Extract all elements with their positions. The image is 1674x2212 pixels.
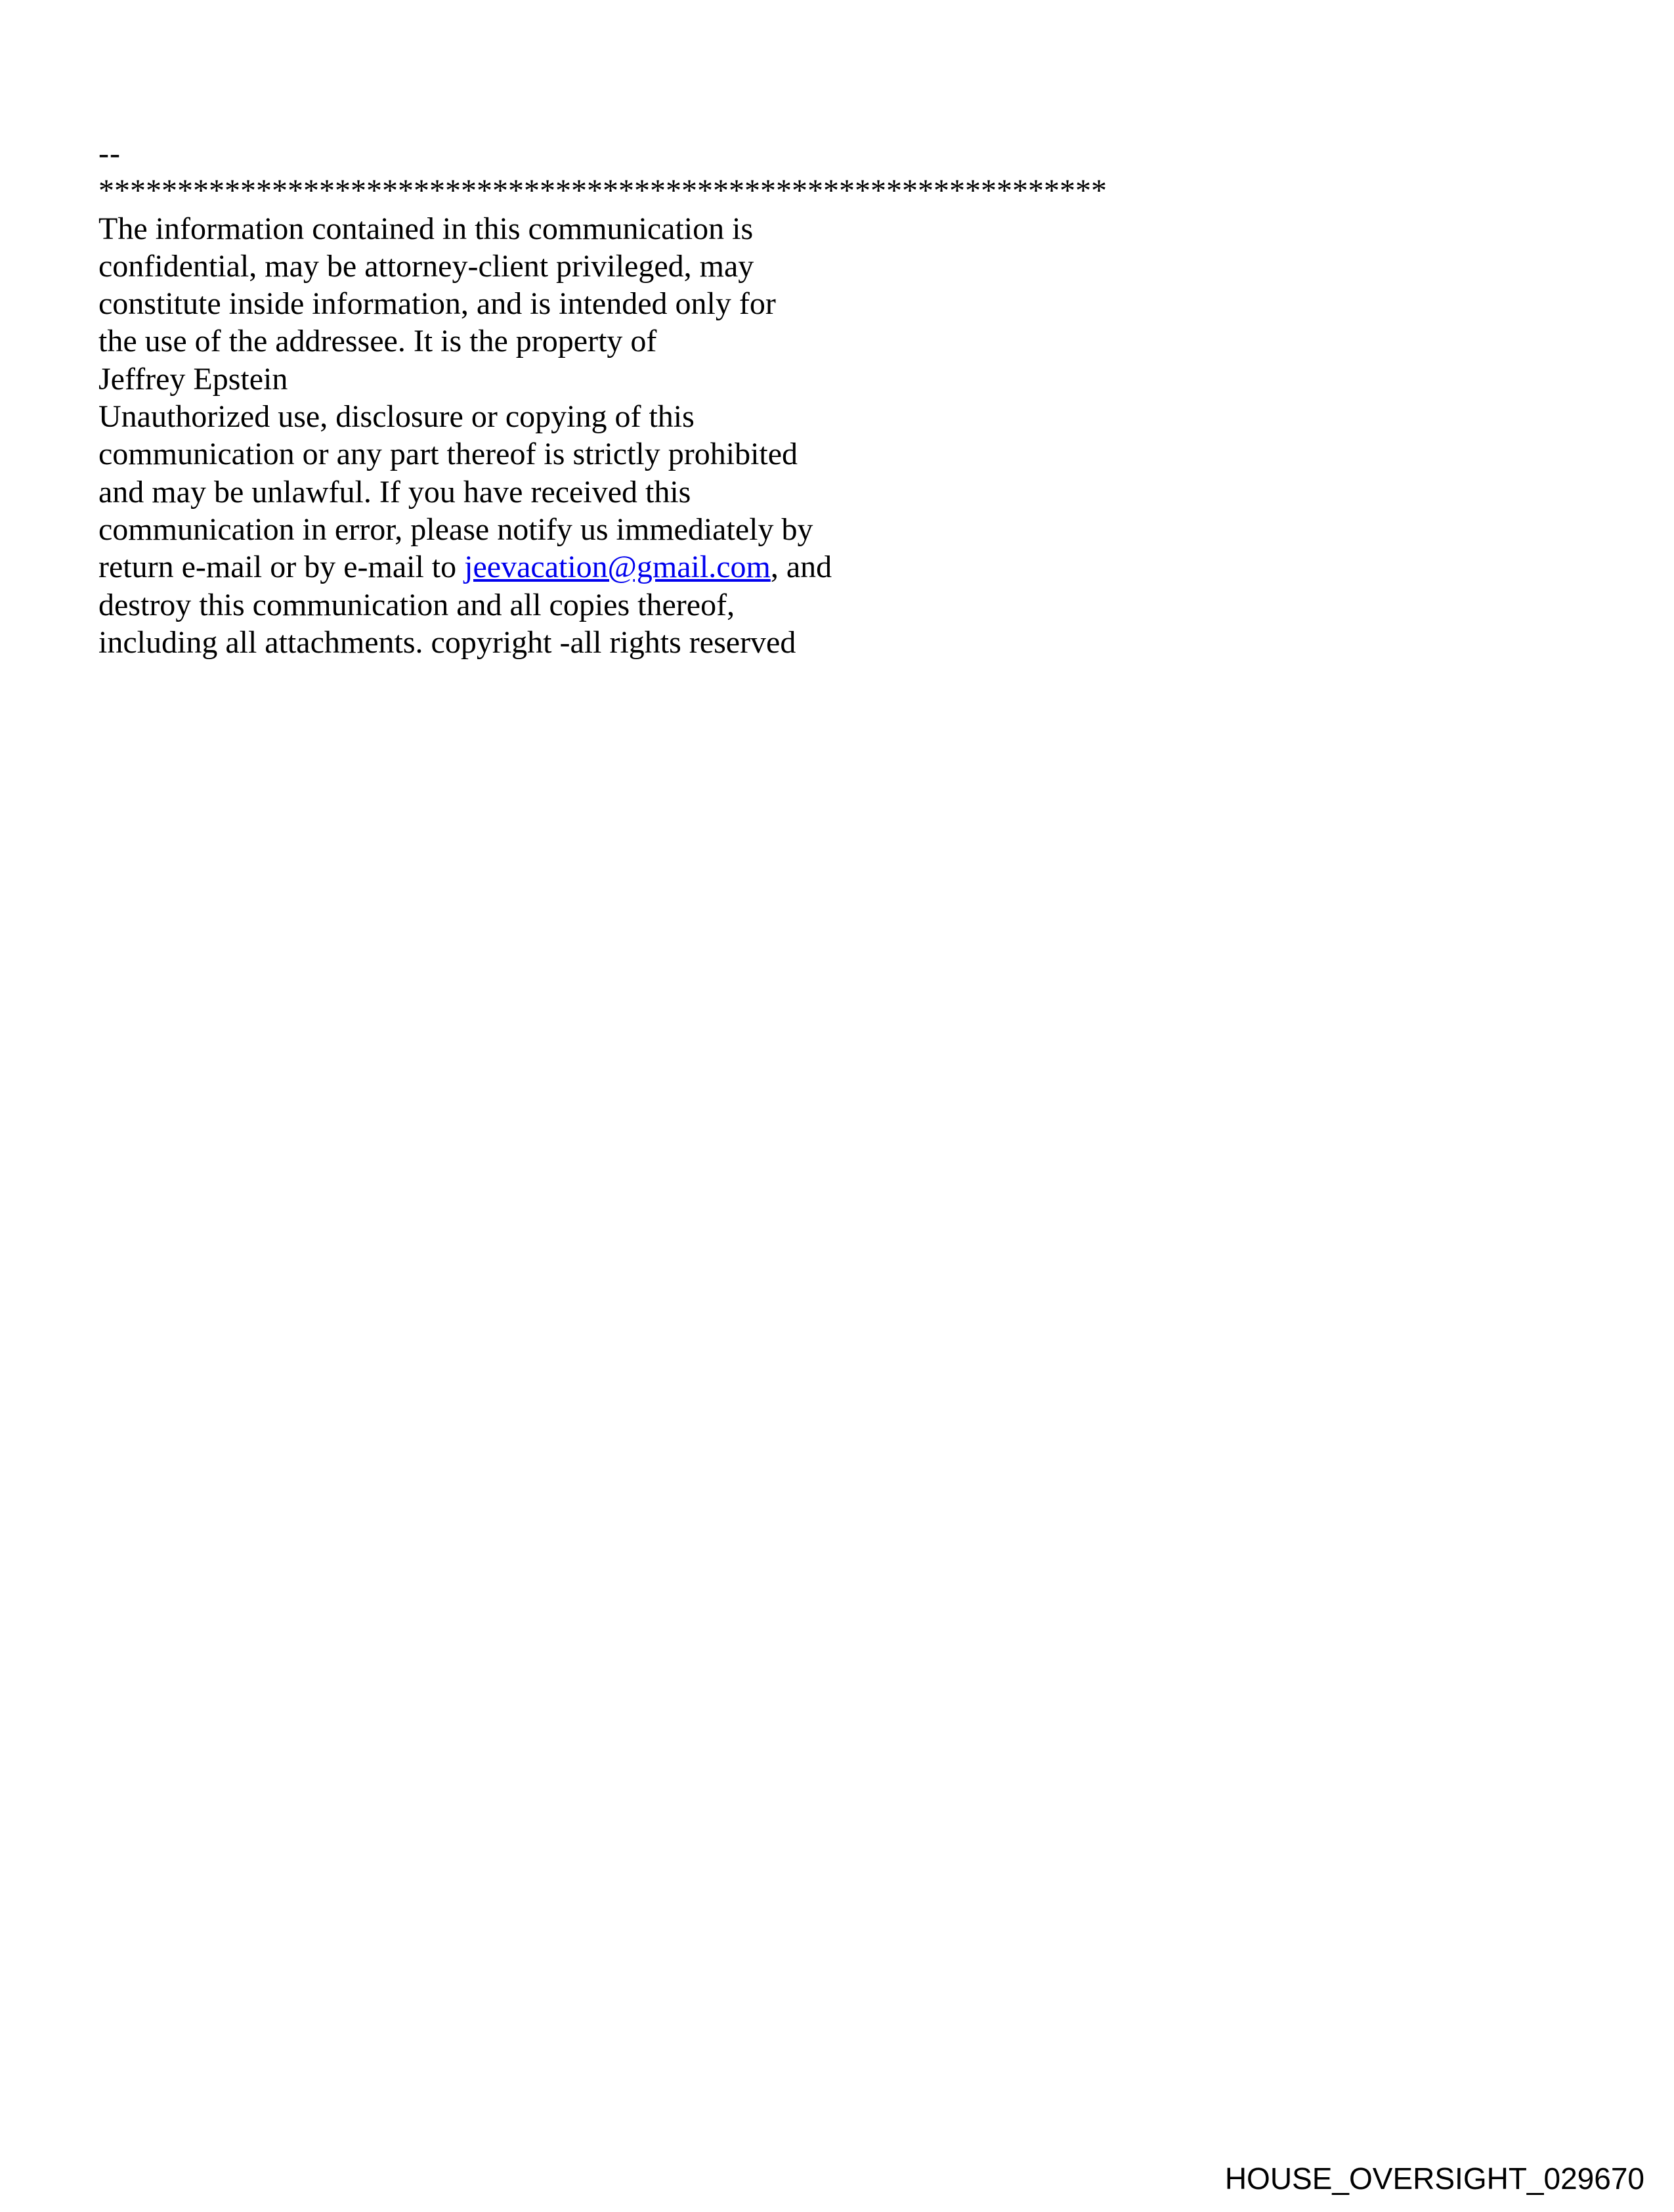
signature-separator: -- [98, 136, 121, 171]
bates-number: HOUSE_OVERSIGHT_029670 [1224, 2161, 1644, 2196]
disclaimer-line: and may be unlawful. If you have received this [98, 474, 691, 510]
disclaimer-line: Unauthorized use, disclosure or copying of this [98, 399, 695, 435]
disclaimer-line: The information contained in this communication is [98, 211, 754, 246]
disclaimer-line: destroy this communication and all copies thereof, [98, 587, 735, 622]
email-link[interactable]: jeevacation@gmail.com [464, 550, 771, 585]
disclaimer-line: communication or any part thereof is strictly prohibited [98, 437, 798, 472]
asterisk-rule: **************************************************************** [98, 173, 1107, 209]
disclaimer-line: communication in error, please notify us immediately by [98, 511, 813, 547]
disclaimer-line: constitute inside information, and is intended only for [98, 286, 776, 322]
disclaimer-line: the use of the addressee. It is the property of [98, 324, 657, 359]
disclaimer-line-with-email [98, 548, 1107, 586]
disclaimer-owner-name: Jeffrey Epstein [98, 361, 288, 397]
disclaimer-line-prefix: return e-mail or by e-mail to [98, 550, 465, 585]
disclaimer-line-suffix: , and [770, 550, 832, 585]
disclaimer-line: including all attachments. copyright -all rights reserved [98, 624, 796, 660]
disclaimer-line: confidential, may be attorney-client privileged, may [98, 248, 754, 284]
email-signature-block [98, 135, 1107, 661]
